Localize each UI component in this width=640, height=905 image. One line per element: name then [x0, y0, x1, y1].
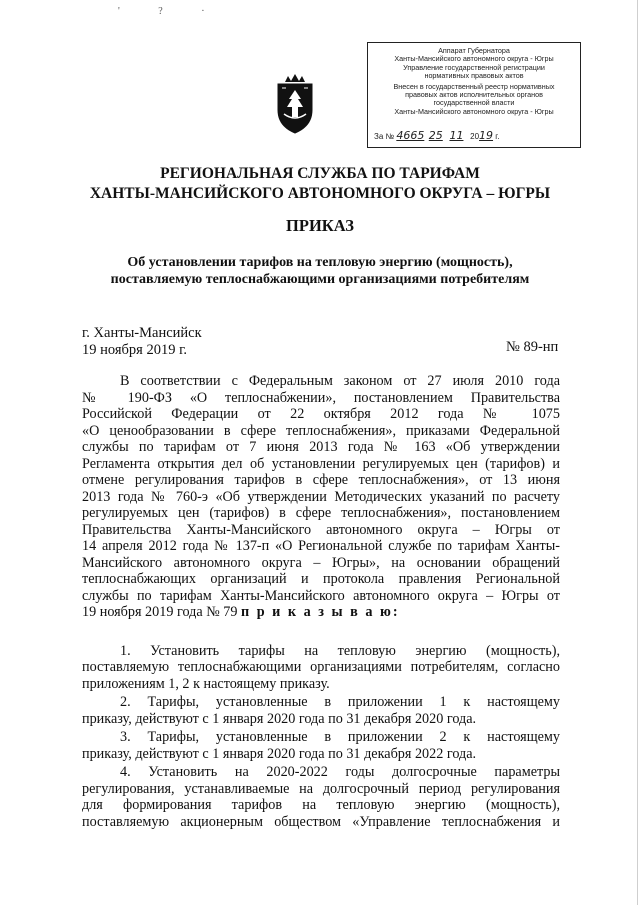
stamp-line: Ханты-Мансийского автономного округа - Югры [394, 106, 554, 116]
organization-title [0, 164, 640, 204]
body-line: регулирования, устанавливаемые на долгосрочный период регулирования [82, 780, 560, 797]
stamp-reg-month: 11 [449, 128, 464, 142]
body-line: поставляемую акционерным обществом «Управление теплоснабжения и [82, 813, 560, 830]
scan-artifact-marks: ' ? · [118, 6, 223, 17]
intro-last-line: 19 ноября 2019 года № 79 [82, 604, 238, 620]
body-line: приложениям 1, 2 к настоящему приказу. [82, 675, 330, 692]
org-title-line1: РЕГИОНАЛЬНАЯ СЛУЖБА ПО ТАРИФАМ [160, 165, 480, 182]
body-line: Правительства Ханты-Мансийского автономного округа – Югры от [82, 521, 560, 538]
stamp-reg-year-prefix: 20 [470, 131, 480, 141]
body-line: службы по тарифам Ханты-Мансийского автономного округа – Югры от [82, 587, 560, 604]
stamp-line: правовых актов исполнительных органов [405, 90, 543, 100]
body-line: регулируемых цен (тарифов) в сфере теплоснабжения», постановлением [82, 505, 560, 521]
body-line: 3. Тарифы, установленные в приложении 2 к настоящему [120, 729, 560, 745]
body-line: Мансийского автономного округа – Югры», на основании обращений [82, 554, 560, 571]
stamp-registration-line [374, 128, 500, 142]
subject-line2: поставляемую теплоснабжающими организациями потребителям [110, 272, 530, 287]
list-item-2 [82, 694, 560, 727]
body-line: 1. Установить тарифы на тепловую энергию (мощность), [120, 642, 560, 659]
stamp-line: Аппарат Губернатора [438, 46, 510, 55]
stamp-line: Управление государственной регистрации [403, 62, 545, 72]
body-line: В соответствии с Федеральным законом от 27 июля 2010 года [120, 373, 560, 389]
stamp-reg-day: 25 [428, 128, 443, 142]
body-line: приказу, действуют с 1 января 2020 года по 31 декабря 2020 года. [82, 710, 477, 727]
intro-paragraph [82, 373, 560, 621]
body-line: № 190-ФЗ «О теплоснабжении», постановлением Правительства [82, 389, 560, 406]
city-name: г. Ханты-Мансийск [82, 325, 202, 341]
body-line [82, 604, 560, 621]
stamp-reg-year: 19 [479, 128, 494, 142]
document-body [82, 373, 560, 830]
coat-of-arms-emblem [270, 72, 320, 136]
subject-line1: Об установлении тарифов на тепловую энергию (мощность), [127, 255, 513, 270]
place-and-date [82, 325, 202, 359]
body-line: «О ценообразовании в сфере теплоснабжения», приказами Федеральной [82, 422, 560, 439]
body-line: 14 апреля 2012 года № 137-п «О Региональной службе по тарифам Ханты- [82, 538, 560, 554]
document-number: № 89-нп [506, 339, 559, 355]
stamp-line: Ханты-Мансийского автономного округа - Югры [394, 54, 554, 64]
list-item-3 [82, 729, 560, 762]
org-title-line2: ХАНТЫ-МАНСИЙСКОГО АВТОНОМНОГО ОКРУГА – ЮГРЫ [89, 185, 551, 202]
body-line: Регламента открытия дел об установлении регулируемых цен (тарифов) и [82, 455, 560, 472]
stamp-line: государственной власти [433, 98, 515, 108]
body-line: 4. Установить на 2020-2022 годы долгосрочные параметры [120, 764, 560, 780]
document-subject [0, 254, 640, 288]
body-line: Российской Федерации от 22 октября 2012 года № 1075 [82, 406, 560, 422]
body-line: приказу, действуют с 1 января 2020 года по 31 декабря 2022 года. [82, 745, 477, 762]
body-line: отмене регулирования тарифов в сфере теплоснабжения», от 13 июня [82, 472, 560, 488]
registration-stamp [367, 42, 581, 148]
body-line: службы по тарифам от 7 июня 2013 года № 163 «Об утверждении [82, 439, 560, 455]
body-line: поставляемую теплоснабжающими организациями потребителям, согласно [82, 659, 560, 675]
body-line: 2. Тарифы, установленные в приложении 1 к настоящему [120, 694, 560, 710]
stamp-reg-suffix: г. [495, 131, 500, 141]
document-date: 19 ноября 2019 г. [82, 342, 188, 358]
scan-edge-line [637, 0, 638, 905]
stamp-line: Внесен в государственный реестр нормативных [393, 81, 555, 91]
order-word: п р и к а з ы в а ю: [241, 604, 400, 620]
stamp-line: нормативных правовых актов [424, 71, 524, 81]
stamp-reg-prefix: За № [374, 131, 395, 141]
body-line: теплоснабжающих организаций и протокола правления Региональной [82, 571, 560, 587]
stamp-reg-number: 4665 [396, 128, 425, 142]
body-line: для формирования тарифов на тепловую энергию (мощность), [82, 797, 560, 813]
list-item-4 [82, 764, 560, 830]
list-item-1 [82, 643, 560, 693]
document-type: ПРИКАЗ [286, 216, 354, 235]
body-line: 2013 года № 760-э «Об утверждении Методических указаний по расчету [82, 488, 560, 505]
